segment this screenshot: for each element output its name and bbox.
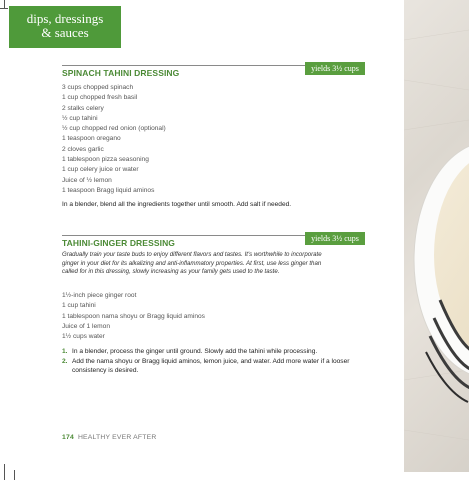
step-text: In a blender, process the ginger until ground. Slowly add the tahini while processing. xyxy=(72,348,318,355)
section-title-line2: & sauces xyxy=(41,25,89,40)
ingredient: 1 cup celery juice or water xyxy=(62,166,139,174)
ingredient: ½ cup chopped red onion (optional) xyxy=(62,125,166,133)
book-title: HEALTHY EVER AFTER xyxy=(77,434,157,441)
section-title-line1: dips, dressings xyxy=(26,11,104,26)
ingredient: 1 cup chopped fresh basil xyxy=(62,94,138,102)
ingredient-list xyxy=(62,291,205,342)
crop-mark xyxy=(0,8,8,9)
ingredient: Juice of ½ lemon xyxy=(62,176,112,184)
step-number: 1. xyxy=(62,348,68,355)
crop-mark xyxy=(14,470,15,480)
ingredient: 1 tablespoon nama shoyu or Bragg liquid aminos xyxy=(62,312,205,320)
ingredient-list xyxy=(62,83,166,196)
crop-mark xyxy=(4,464,5,480)
ingredient: 1 cup tahini xyxy=(62,302,96,310)
page-number: 174 xyxy=(62,434,74,441)
step xyxy=(62,347,362,357)
step-number: 2. xyxy=(62,357,68,365)
recipe-intro: Gradually train your taste buds to enjoy different flavors and tastes. It's worthwhile to incorporate ginger in your diet for its alkalizing and anti-inflammatory properties. At first, use less ginger than called for in this dressing, slowly increasing as your family gets used to the taste. xyxy=(62,251,322,276)
ingredient: 1½-inch piece ginger root xyxy=(62,292,137,299)
ingredient: 1 tablespoon pizza seasoning xyxy=(62,156,149,164)
dressing-bowl-photo xyxy=(404,0,469,472)
yield-badge: yields 3½ cups xyxy=(305,232,365,245)
ingredient: 1½ cups water xyxy=(62,333,105,341)
ingredient: ½ cup tahini xyxy=(62,114,98,122)
step xyxy=(62,357,362,376)
bowl-illustration xyxy=(404,0,469,472)
yield-badge: yields 3½ cups xyxy=(305,62,365,75)
instructions: In a blender, blend all the ingredients together until smooth. Add salt if needed. xyxy=(62,201,292,208)
ingredient: 2 cloves garlic xyxy=(62,145,104,153)
page-footer xyxy=(62,434,156,441)
recipe-title: TAHINI-GINGER DRESSING xyxy=(62,238,176,248)
section-header xyxy=(9,6,121,48)
divider xyxy=(62,65,305,66)
ingredient: 1 teaspoon oregano xyxy=(62,135,121,143)
ingredient: 2 stalks celery xyxy=(62,104,104,112)
recipe-title: SPINACH TAHINI DRESSING xyxy=(62,68,180,78)
ingredient: Juice of 1 lemon xyxy=(62,322,111,330)
divider xyxy=(62,235,305,236)
ingredient: 3 cups chopped spinach xyxy=(62,84,134,91)
crop-mark xyxy=(4,0,5,8)
step-text: Add the nama shoyu or Bragg liquid aminos, lemon juice, and water. Add more water if a looser consistency is desired. xyxy=(72,357,350,374)
ingredient: 1 teaspoon Bragg liquid aminos xyxy=(62,186,155,194)
step-list xyxy=(62,347,362,376)
